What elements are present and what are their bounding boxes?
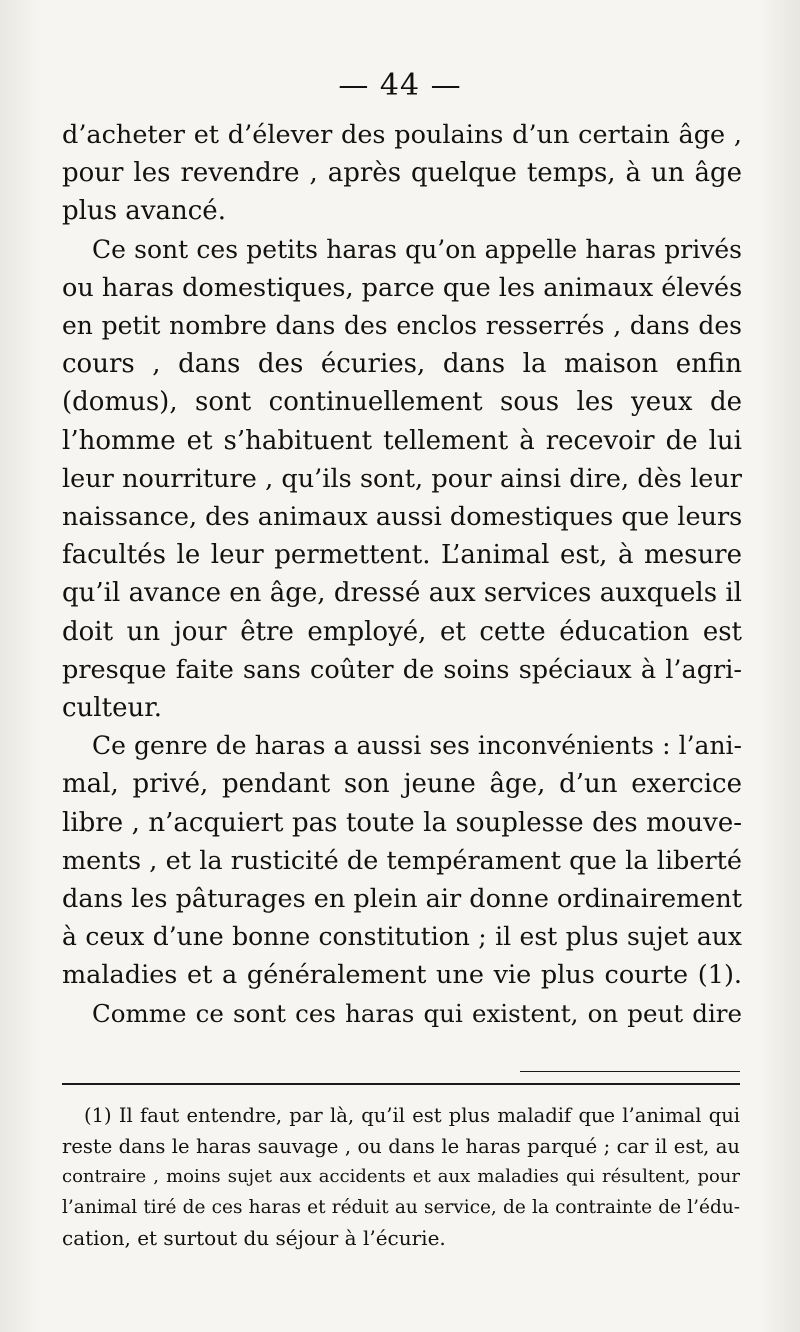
footnote-line: cation, et surtout du séjour à l’écurie.	[62, 1226, 446, 1250]
text-line: maladies et a généralement une vie plus courte (1).	[62, 960, 742, 991]
footnote-line: contraire , moins sujet aux accidents et aux maladies qui résultent, pour	[62, 1166, 740, 1187]
text-line: à ceux d’une bonne constitution ; il est plus sujet aux	[62, 922, 742, 952]
text-line: dans les pâturages en plein air donne ordinairement	[62, 884, 743, 915]
text-line: cours , dans des écuries, dans la maison enfin	[62, 349, 742, 380]
text-line: en petit nombre dans des enclos resserrés , dans des	[62, 311, 742, 341]
footnote-separator-short	[520, 1071, 740, 1072]
footnote-separator	[62, 1083, 740, 1085]
text-line: ou haras domestiques, parce que les animaux élevés	[62, 272, 743, 303]
body-text	[62, 116, 742, 1033]
footnote	[62, 1101, 740, 1254]
text-line: pour les revendre , après quelque temps, à un âge	[62, 158, 742, 189]
text-line: presque faite sans coûter de soins spéciaux à l’agri-	[62, 654, 742, 685]
text-line: mal, privé, pendant son jeune âge, d’un exercice	[62, 769, 742, 800]
text-line: naissance, des animaux aussi domestiques que leurs	[62, 502, 743, 533]
footnote-line: l’animal tiré de ces haras et réduit au service, de la contrainte de l’édu-	[62, 1196, 740, 1218]
text-line: facultés le leur permettent. L’animal est, à mesure	[62, 540, 742, 571]
text-line: qu’il avance en âge, dressé aux services auxquels il	[62, 578, 742, 609]
text-line: culteur.	[62, 693, 163, 724]
text-line: d’acheter et d’élever des poulains d’un certain âge ,	[62, 120, 742, 150]
text-line: plus avancé.	[62, 196, 226, 227]
page-number-header: — 44 —	[338, 68, 462, 103]
text-line: ments , et la rusticité de tempérament que la liberté	[62, 845, 742, 876]
footnote-line: (1) Il faut entendre, par là, qu’il est plus maladif que l’animal qui	[84, 1104, 740, 1127]
text-line: Comme ce sont ces haras qui existent, on peut dire	[92, 998, 742, 1028]
text-line: libre , n’acquiert pas toute la souplesse des mouve-	[62, 807, 742, 838]
footnote-line: reste dans le haras sauvage , ou dans le haras parqué ; car il est, au	[62, 1134, 740, 1158]
text-line: Ce genre de haras a aussi ses inconvénients : l’ani-	[92, 731, 742, 761]
text-line: (domus), sont continuellement sous les yeux de	[62, 387, 742, 418]
text-line: l’homme et s’habituent tellement à recevoir de lui	[62, 425, 742, 456]
text-line: doit un jour être employé, et cette éducation est	[62, 616, 742, 647]
text-line: Ce sont ces petits haras qu’on appelle haras privés	[92, 234, 742, 264]
text-line: leur nourriture , qu’ils sont, pour ainsi dire, dès leur	[62, 463, 742, 494]
